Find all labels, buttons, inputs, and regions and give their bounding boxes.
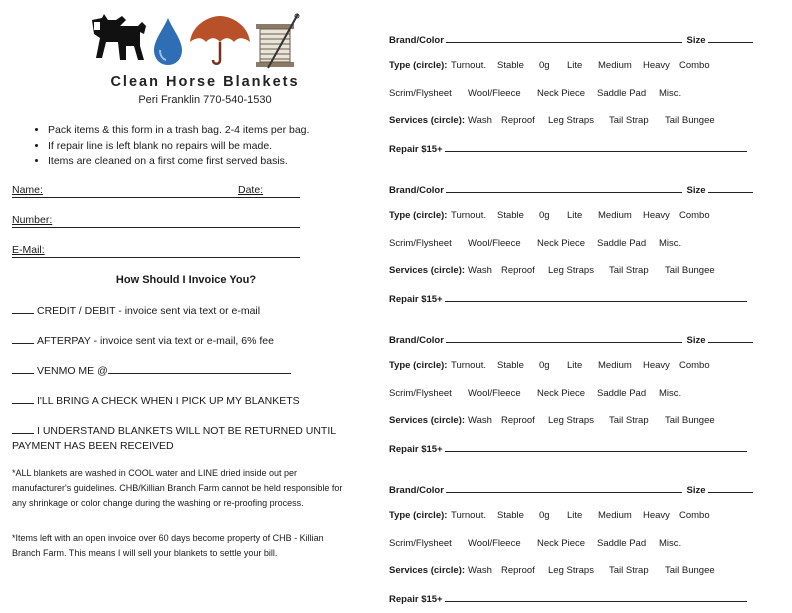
services-label: Services (circle): — [389, 265, 466, 276]
material-option-neck[interactable]: Neck Piece — [537, 88, 586, 99]
material-option-misc[interactable]: Misc. — [659, 388, 682, 399]
material-option-saddle[interactable]: Saddle Pad — [597, 88, 647, 99]
brand-color-row — [389, 333, 753, 346]
repair-label: Repair $15+ — [389, 444, 443, 455]
list-item: • If repair line is left blank no repairs will be made. — [48, 139, 309, 155]
brand-color-row — [389, 33, 753, 46]
service-option-tail-bungee[interactable]: Tail Bungee — [665, 565, 715, 576]
service-option-tail-strap[interactable]: Tail Strap — [609, 115, 649, 126]
open-invoice-note: *Items left with an open invoice over 60 days become property of CHB - Killian Branch Farm. This means I will sell your blankets to settle your bill. — [12, 533, 324, 558]
brand-color-input[interactable] — [446, 33, 682, 43]
number-field[interactable] — [12, 214, 300, 228]
type-label: Type (circle): — [389, 360, 448, 371]
services-row — [389, 115, 755, 126]
type-option-combo[interactable]: Combo — [679, 510, 710, 521]
type-option-stable[interactable]: Stable — [497, 210, 524, 221]
name-field[interactable] — [12, 184, 300, 198]
repair-row — [389, 142, 747, 155]
washing-note: *ALL blankets are washed in COOL water and LINE dried inside out per manufacturer's guidelines. CHB/Killian Branch Farm cannot be held responsible for any shrinkage or color change during the washing or re-proofing process. — [12, 468, 343, 508]
type-option-0g[interactable]: 0g — [539, 60, 550, 71]
material-option-scrim[interactable]: Scrim/Flysheet — [389, 238, 452, 249]
services-row — [389, 265, 755, 276]
repair-input[interactable] — [445, 592, 747, 602]
type-option-heavy[interactable]: Heavy — [643, 510, 670, 521]
service-option-wash[interactable]: Wash — [468, 565, 492, 576]
date-label: Date: — [238, 184, 264, 196]
brand-color-input[interactable] — [446, 183, 682, 193]
service-option-reproof[interactable]: Reproof — [501, 415, 535, 426]
material-option-misc[interactable]: Misc. — [659, 538, 682, 549]
type-option-stable[interactable]: Stable — [497, 60, 524, 71]
service-option-wash[interactable]: Wash — [468, 265, 492, 276]
type-option-lite[interactable]: Lite — [567, 510, 583, 521]
type-option-medium[interactable]: Medium — [598, 210, 632, 221]
brand-color-label: Brand/Color — [389, 35, 444, 46]
brand-color-input[interactable] — [446, 333, 682, 343]
type-option-0g[interactable]: 0g — [539, 210, 550, 221]
type-option-heavy[interactable]: Heavy — [643, 210, 670, 221]
option-label: I'LL BRING A CHECK WHEN I PICK UP MY BLANKETS — [37, 395, 300, 407]
service-option-tail-strap[interactable]: Tail Strap — [609, 265, 649, 276]
invoice-title: How Should I Invoice You? — [115, 274, 257, 286]
horse-icon — [92, 14, 146, 60]
type-option-turnout[interactable]: Turnout. — [451, 210, 487, 221]
blanket-item-block — [389, 183, 755, 313]
service-option-leg-straps[interactable]: Leg Straps — [548, 565, 594, 576]
type-option-combo[interactable]: Combo — [679, 60, 710, 71]
umbrella-icon — [190, 16, 250, 64]
repair-row — [389, 442, 747, 455]
service-option-reproof[interactable]: Reproof — [501, 265, 535, 276]
blanket-item-block — [389, 33, 755, 163]
venmo-handle-input[interactable] — [108, 363, 291, 374]
size-input[interactable] — [708, 483, 753, 493]
services-row — [389, 565, 755, 576]
repair-input[interactable] — [445, 142, 747, 152]
type-option-stable[interactable]: Stable — [497, 360, 524, 371]
brand-color-label: Brand/Color — [389, 335, 444, 346]
name-label: Name: — [12, 184, 43, 196]
contact-info: Peri Franklin 770-540-1530 — [138, 94, 272, 106]
service-option-reproof[interactable]: Reproof — [501, 115, 535, 126]
type-option-0g[interactable]: 0g — [539, 360, 550, 371]
brand-color-row — [389, 483, 753, 496]
invoice-option-venmo[interactable] — [12, 363, 348, 379]
size-label: Size — [686, 335, 706, 346]
list-item: • Items are cleaned on a first come first served basis. — [48, 154, 309, 170]
material-option-misc[interactable]: Misc. — [659, 238, 682, 249]
material-option-wool[interactable]: Wool/Fleece — [468, 88, 521, 99]
service-option-leg-straps[interactable]: Leg Straps — [548, 265, 594, 276]
type-option-lite[interactable]: Lite — [567, 210, 583, 221]
invoice-option-check[interactable] — [12, 393, 348, 409]
brand-color-input[interactable] — [446, 483, 682, 493]
type-option-combo[interactable]: Combo — [679, 210, 710, 221]
type-row — [389, 510, 755, 521]
invoice-option-afterpay[interactable] — [12, 333, 348, 349]
list-item: • Pack items & this form in a trash bag. 2-4 items per bag. — [48, 123, 309, 139]
material-option-wool[interactable]: Wool/Fleece — [468, 238, 521, 249]
type-label: Type (circle): — [389, 510, 448, 521]
size-input[interactable] — [708, 33, 753, 43]
repair-label: Repair $15+ — [389, 144, 443, 155]
checkbox-blank[interactable] — [12, 303, 34, 314]
service-option-wash[interactable]: Wash — [468, 415, 492, 426]
email-field[interactable] — [12, 244, 300, 258]
checkbox-blank[interactable] — [12, 363, 34, 374]
size-input[interactable] — [708, 183, 753, 193]
number-label: Number: — [12, 214, 53, 226]
service-option-tail-strap[interactable]: Tail Strap — [609, 415, 649, 426]
material-option-saddle[interactable]: Saddle Pad — [597, 388, 647, 399]
material-option-neck[interactable]: Neck Piece — [537, 238, 586, 249]
material-option-saddle[interactable]: Saddle Pad — [597, 238, 647, 249]
blanket-item-block — [389, 333, 755, 463]
size-label: Size — [686, 35, 706, 46]
services-label: Services (circle): — [389, 115, 466, 126]
type-option-medium[interactable]: Medium — [598, 60, 632, 71]
type-option-heavy[interactable]: Heavy — [643, 60, 670, 71]
services-row — [389, 415, 755, 426]
logo — [86, 12, 312, 70]
instructions-list — [30, 123, 309, 170]
option-label: AFTERPAY - invoice sent via text or e-mail, 6% fee — [37, 335, 274, 347]
type-label: Type (circle): — [389, 210, 448, 221]
service-option-tail-bungee[interactable]: Tail Bungee — [665, 115, 715, 126]
type-option-heavy[interactable]: Heavy — [643, 360, 670, 371]
size-label: Size — [686, 185, 706, 196]
option-label: VENMO ME @ — [37, 365, 108, 377]
invoice-option-acknowledge[interactable] — [12, 423, 346, 454]
size-label: Size — [686, 485, 706, 496]
type-option-medium[interactable]: Medium — [598, 510, 632, 521]
brand-color-label: Brand/Color — [389, 485, 444, 496]
size-input[interactable] — [708, 333, 753, 343]
type-option-medium[interactable]: Medium — [598, 360, 632, 371]
brand-color-row — [389, 183, 753, 196]
type-row — [389, 360, 755, 371]
repair-label: Repair $15+ — [389, 294, 443, 305]
material-option-neck[interactable]: Neck Piece — [537, 388, 586, 399]
thread-spool-icon — [256, 14, 299, 68]
services-label: Services (circle): — [389, 415, 466, 426]
type-label: Type (circle): — [389, 60, 448, 71]
checkbox-blank[interactable] — [12, 423, 34, 434]
type-option-turnout[interactable]: Turnout. — [451, 60, 487, 71]
checkbox-blank[interactable] — [12, 393, 34, 404]
material-option-scrim[interactable]: Scrim/Flysheet — [389, 88, 452, 99]
type-option-turnout[interactable]: Turnout. — [451, 510, 487, 521]
service-option-tail-bungee[interactable]: Tail Bungee — [665, 265, 715, 276]
material-option-scrim[interactable]: Scrim/Flysheet — [389, 538, 452, 549]
type-row — [389, 210, 755, 221]
material-option-neck[interactable]: Neck Piece — [537, 538, 586, 549]
email-label: E-Mail: — [12, 244, 45, 256]
service-option-leg-straps[interactable]: Leg Straps — [548, 415, 594, 426]
material-option-saddle[interactable]: Saddle Pad — [597, 538, 647, 549]
blanket-item-block — [389, 483, 755, 613]
repair-row — [389, 592, 747, 605]
services-label: Services (circle): — [389, 565, 466, 576]
service-option-reproof[interactable]: Reproof — [501, 565, 535, 576]
type-option-lite[interactable]: Lite — [567, 60, 583, 71]
material-option-misc[interactable]: Misc. — [659, 88, 682, 99]
repair-input[interactable] — [445, 442, 747, 452]
water-drop-icon — [154, 18, 182, 65]
service-option-tail-bungee[interactable]: Tail Bungee — [665, 415, 715, 426]
service-option-wash[interactable]: Wash — [468, 115, 492, 126]
invoice-option-credit[interactable] — [12, 303, 348, 319]
type-option-stable[interactable]: Stable — [497, 510, 524, 521]
option-label: CREDIT / DEBIT - invoice sent via text or e-mail — [37, 305, 261, 317]
brand-color-label: Brand/Color — [389, 185, 444, 196]
service-option-tail-strap[interactable]: Tail Strap — [609, 565, 649, 576]
type-option-0g[interactable]: 0g — [539, 510, 550, 521]
type-option-combo[interactable]: Combo — [679, 360, 710, 371]
repair-row — [389, 292, 747, 305]
material-option-wool[interactable]: Wool/Fleece — [468, 538, 521, 549]
checkbox-blank[interactable] — [12, 333, 34, 344]
material-option-wool[interactable]: Wool/Fleece — [468, 388, 521, 399]
type-option-lite[interactable]: Lite — [567, 360, 583, 371]
type-row — [389, 60, 755, 71]
option-label: I UNDERSTAND BLANKETS WILL NOT BE RETURNED UNTIL PAYMENT HAS BEEN RECEIVED — [12, 425, 336, 452]
material-option-scrim[interactable]: Scrim/Flysheet — [389, 388, 452, 399]
service-option-leg-straps[interactable]: Leg Straps — [548, 115, 594, 126]
page-title: Clean Horse Blankets — [110, 74, 300, 90]
repair-label: Repair $15+ — [389, 594, 443, 605]
type-option-turnout[interactable]: Turnout. — [451, 360, 487, 371]
repair-input[interactable] — [445, 292, 747, 302]
